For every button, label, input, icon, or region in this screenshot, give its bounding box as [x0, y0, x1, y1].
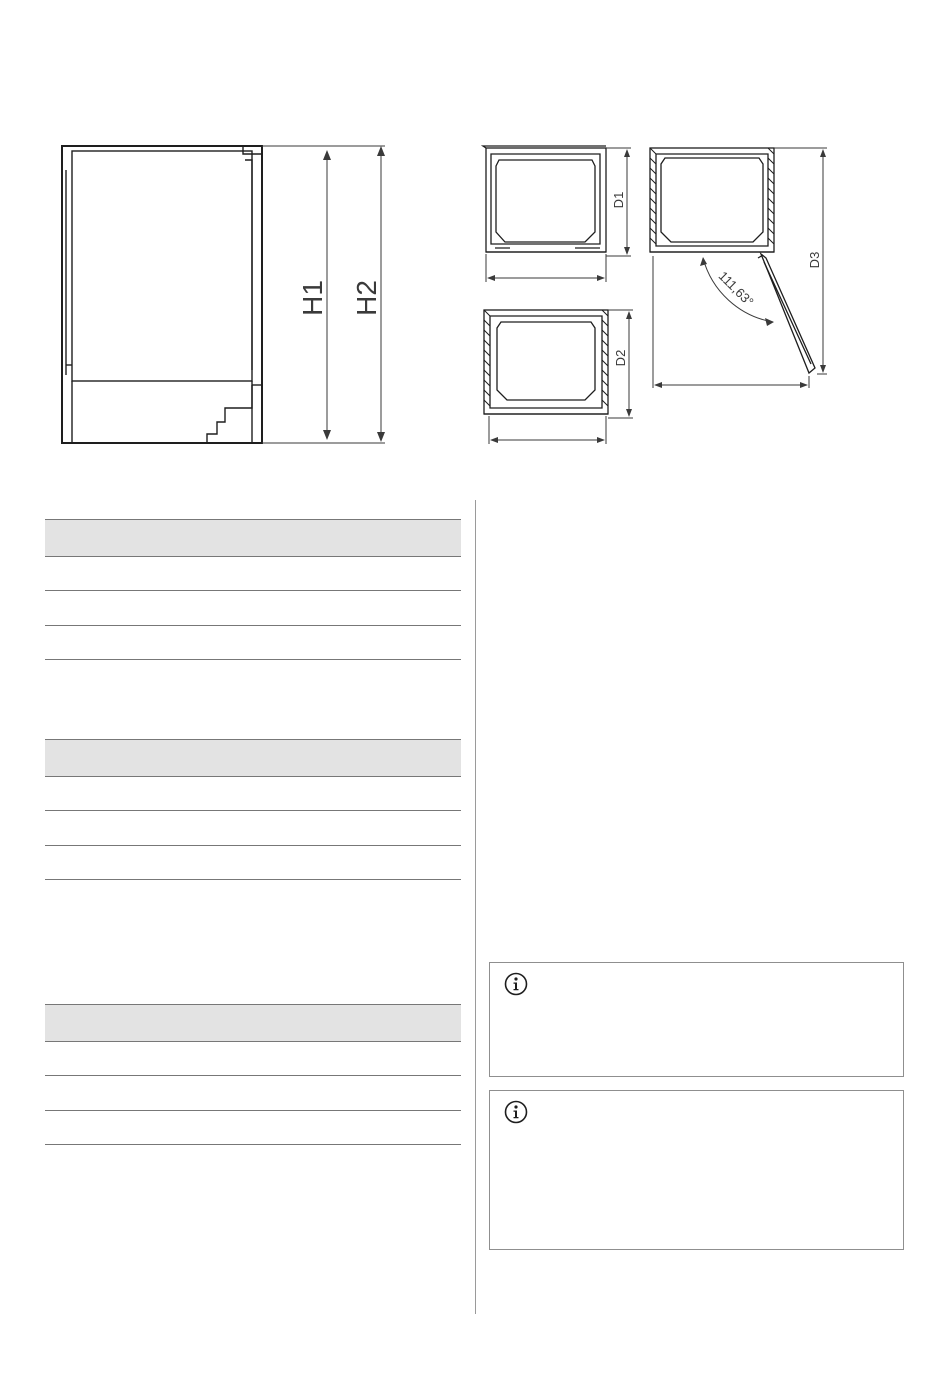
- table-row: [45, 811, 461, 846]
- table-row: [45, 1076, 461, 1111]
- dimension-label-h1: H1: [297, 280, 328, 316]
- info-icon: [504, 1100, 528, 1124]
- table-header: [45, 519, 461, 557]
- table-header: [45, 1004, 461, 1042]
- table-row: [45, 626, 461, 660]
- info-icon: [504, 972, 528, 996]
- door-angle-label: 111,63°: [715, 268, 757, 310]
- table-row: [45, 1042, 461, 1076]
- table-row: [45, 557, 461, 591]
- column-divider: [475, 500, 476, 1314]
- plan-views-drawing: [475, 140, 835, 450]
- dimension-label-d3: D3: [807, 251, 822, 269]
- dimension-label-d1: D1: [611, 191, 626, 209]
- table-row: [45, 846, 461, 880]
- dimensions-table-2: [45, 739, 461, 880]
- side-view-drawing: [55, 140, 395, 450]
- dimension-label-h2: H2: [351, 280, 382, 316]
- dimensions-table-1: [45, 519, 461, 660]
- table-header: [45, 739, 461, 777]
- dimensions-table-3: [45, 1004, 461, 1145]
- info-note-box: [489, 1090, 904, 1250]
- info-note-box: [489, 962, 904, 1077]
- dimension-label-d2: D2: [613, 349, 628, 367]
- table-row: [45, 1111, 461, 1145]
- table-row: [45, 591, 461, 626]
- table-row: [45, 777, 461, 811]
